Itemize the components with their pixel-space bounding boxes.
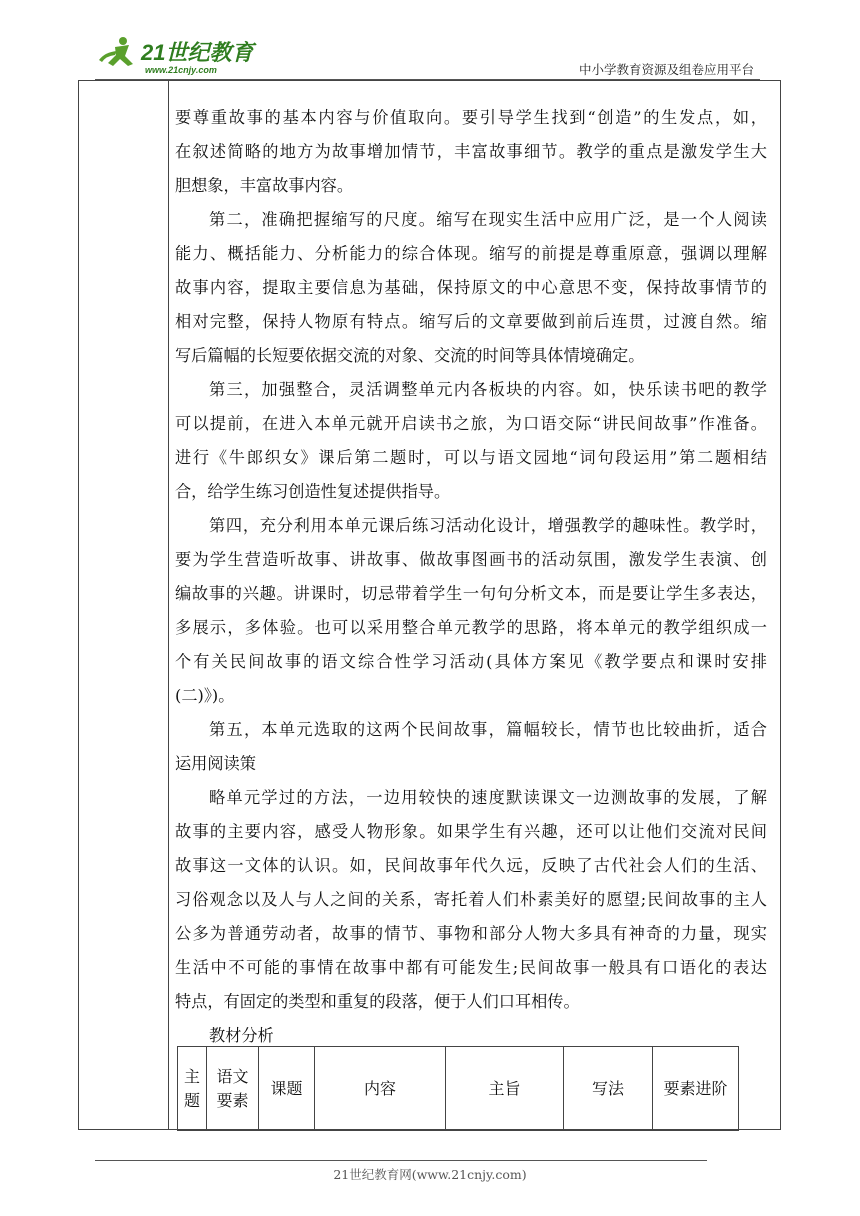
paragraph-line: 进行《牛郎织女》课后第二题时，可以与语文园地“词句段运用”第二题相结 (175, 448, 767, 467)
paragraph-line: 合，给学生练习创造性复述提供指导。 (175, 482, 451, 501)
paragraph-line: 公多为普通劳动者，故事的情节、事物和部分人物大多具有神奇的力量，现实 (175, 924, 767, 943)
paragraph-line: 故事的主要内容，感受人物形象。如果学生有兴趣，还可以让他们交流对民间 (175, 822, 767, 841)
paragraph-line: 特点，有固定的类型和重复的段落，便于人们口耳相传。 (175, 992, 580, 1011)
paragraph-line: 第二，准确把握缩写的尺度。缩写在现实生活中应用广泛，是一个人阅读 (209, 210, 767, 229)
paragraph-line: 写后篇幅的长短要依据交流的对象、交流的时间等具体情境确定。 (175, 346, 645, 365)
paragraph-line: 多展示，多体验。也可以采用整合单元教学的思路，将本单元的教学组织成一 (175, 618, 767, 637)
paragraph-line: 能力、概括能力、分析能力的综合体现。缩写的前提是尊重原意，强调以理解 (175, 244, 767, 263)
paragraph-line: 运用阅读策 (175, 754, 256, 773)
header-cell-theme-idea: 主旨 (446, 1047, 564, 1131)
svg-text:www.21cnjy.com: www.21cnjy.com (145, 65, 217, 75)
site-logo (95, 34, 275, 78)
paragraph-line: 相对完整，保持人物原有特点。缩写后的文章要做到前后连贯，过渡自然。缩 (175, 312, 767, 331)
paragraph-line: 略单元学过的方法，一边用较快的速度默读课文一边测故事的发展，了解 (209, 788, 767, 807)
paragraph-line: 第五，本单元选取的这两个民间故事，篇幅较长，情节也比较曲折，适合 (209, 720, 767, 739)
footer-text: 21世纪教育网(www.21cnjy.com) (333, 1167, 527, 1182)
footer-divider (95, 1160, 707, 1161)
paragraph-line: 教材分析 (209, 1026, 274, 1045)
paragraph-line: 第三，加强整合，灵活调整单元内各板块的内容。如，快乐读书吧的教学 (209, 380, 767, 399)
paragraph-line: 胆想象，丰富故事内容。 (175, 176, 354, 195)
header-cell-element: 语文要素 (207, 1047, 259, 1131)
label-column (79, 81, 169, 1129)
header-cell-theme: 主题 (178, 1047, 207, 1131)
paragraph-line: 习俗观念以及人与人之间的关系，寄托着人们朴素美好的愿望;民间故事的主人 (175, 890, 767, 909)
header-cell-content: 内容 (315, 1047, 446, 1131)
analysis-table (177, 1046, 739, 1131)
paragraph-line: 生活中不可能的事情在故事中都有可能发生;民间故事一般具有口语化的表达 (175, 958, 767, 977)
paragraph-line: 要尊重故事的基本内容与价值取向。要引导学生找到“创造”的生发点，如， (175, 108, 767, 127)
paragraph-line: 故事内容，提取主要信息为基础，保持原文的中心意思不变，保持故事情节的 (175, 278, 767, 297)
lesson-table (78, 80, 781, 1130)
svg-text:21世纪教育: 21世纪教育 (141, 40, 254, 65)
analysis-header-row (178, 1047, 739, 1131)
paragraph-line: 故事这一文体的认识。如，民间故事年代久远，反映了古代社会人们的生活、 (175, 856, 767, 875)
header-cell-lesson: 课题 (259, 1047, 315, 1131)
paragraph-line: 可以提前，在进入本单元就开启读书之旅，为口语交际“讲民间故事”作准备。 (175, 414, 767, 433)
header-cell-progression: 要素进阶 (653, 1047, 739, 1131)
paragraph-line: 编故事的兴趣。讲课时，切忌带着学生一句句分析文本，而是要让学生多表达， (175, 584, 767, 603)
paragraph-line: 要为学生营造听故事、讲故事、做故事图画书的活动氛围，激发学生表演、创 (175, 550, 767, 569)
platform-name: 中小学教育资源及组卷应用平台 (578, 62, 754, 77)
paragraph-line: 第四，充分利用本单元课后练习活动化设计，增强教学的趣味性。教学时， (209, 516, 767, 535)
header-cell-writing: 写法 (564, 1047, 653, 1131)
paragraph-line: 个有关民间故事的语文综合性学习活动(具体方案见《教学要点和课时安排 (175, 652, 767, 671)
page-header (95, 30, 760, 80)
paragraph-line: (二)》)。 (175, 686, 235, 705)
paragraph-line: 在叙述简略的地方为故事增加情节，丰富故事细节。教学的重点是激发学生大 (175, 142, 767, 161)
